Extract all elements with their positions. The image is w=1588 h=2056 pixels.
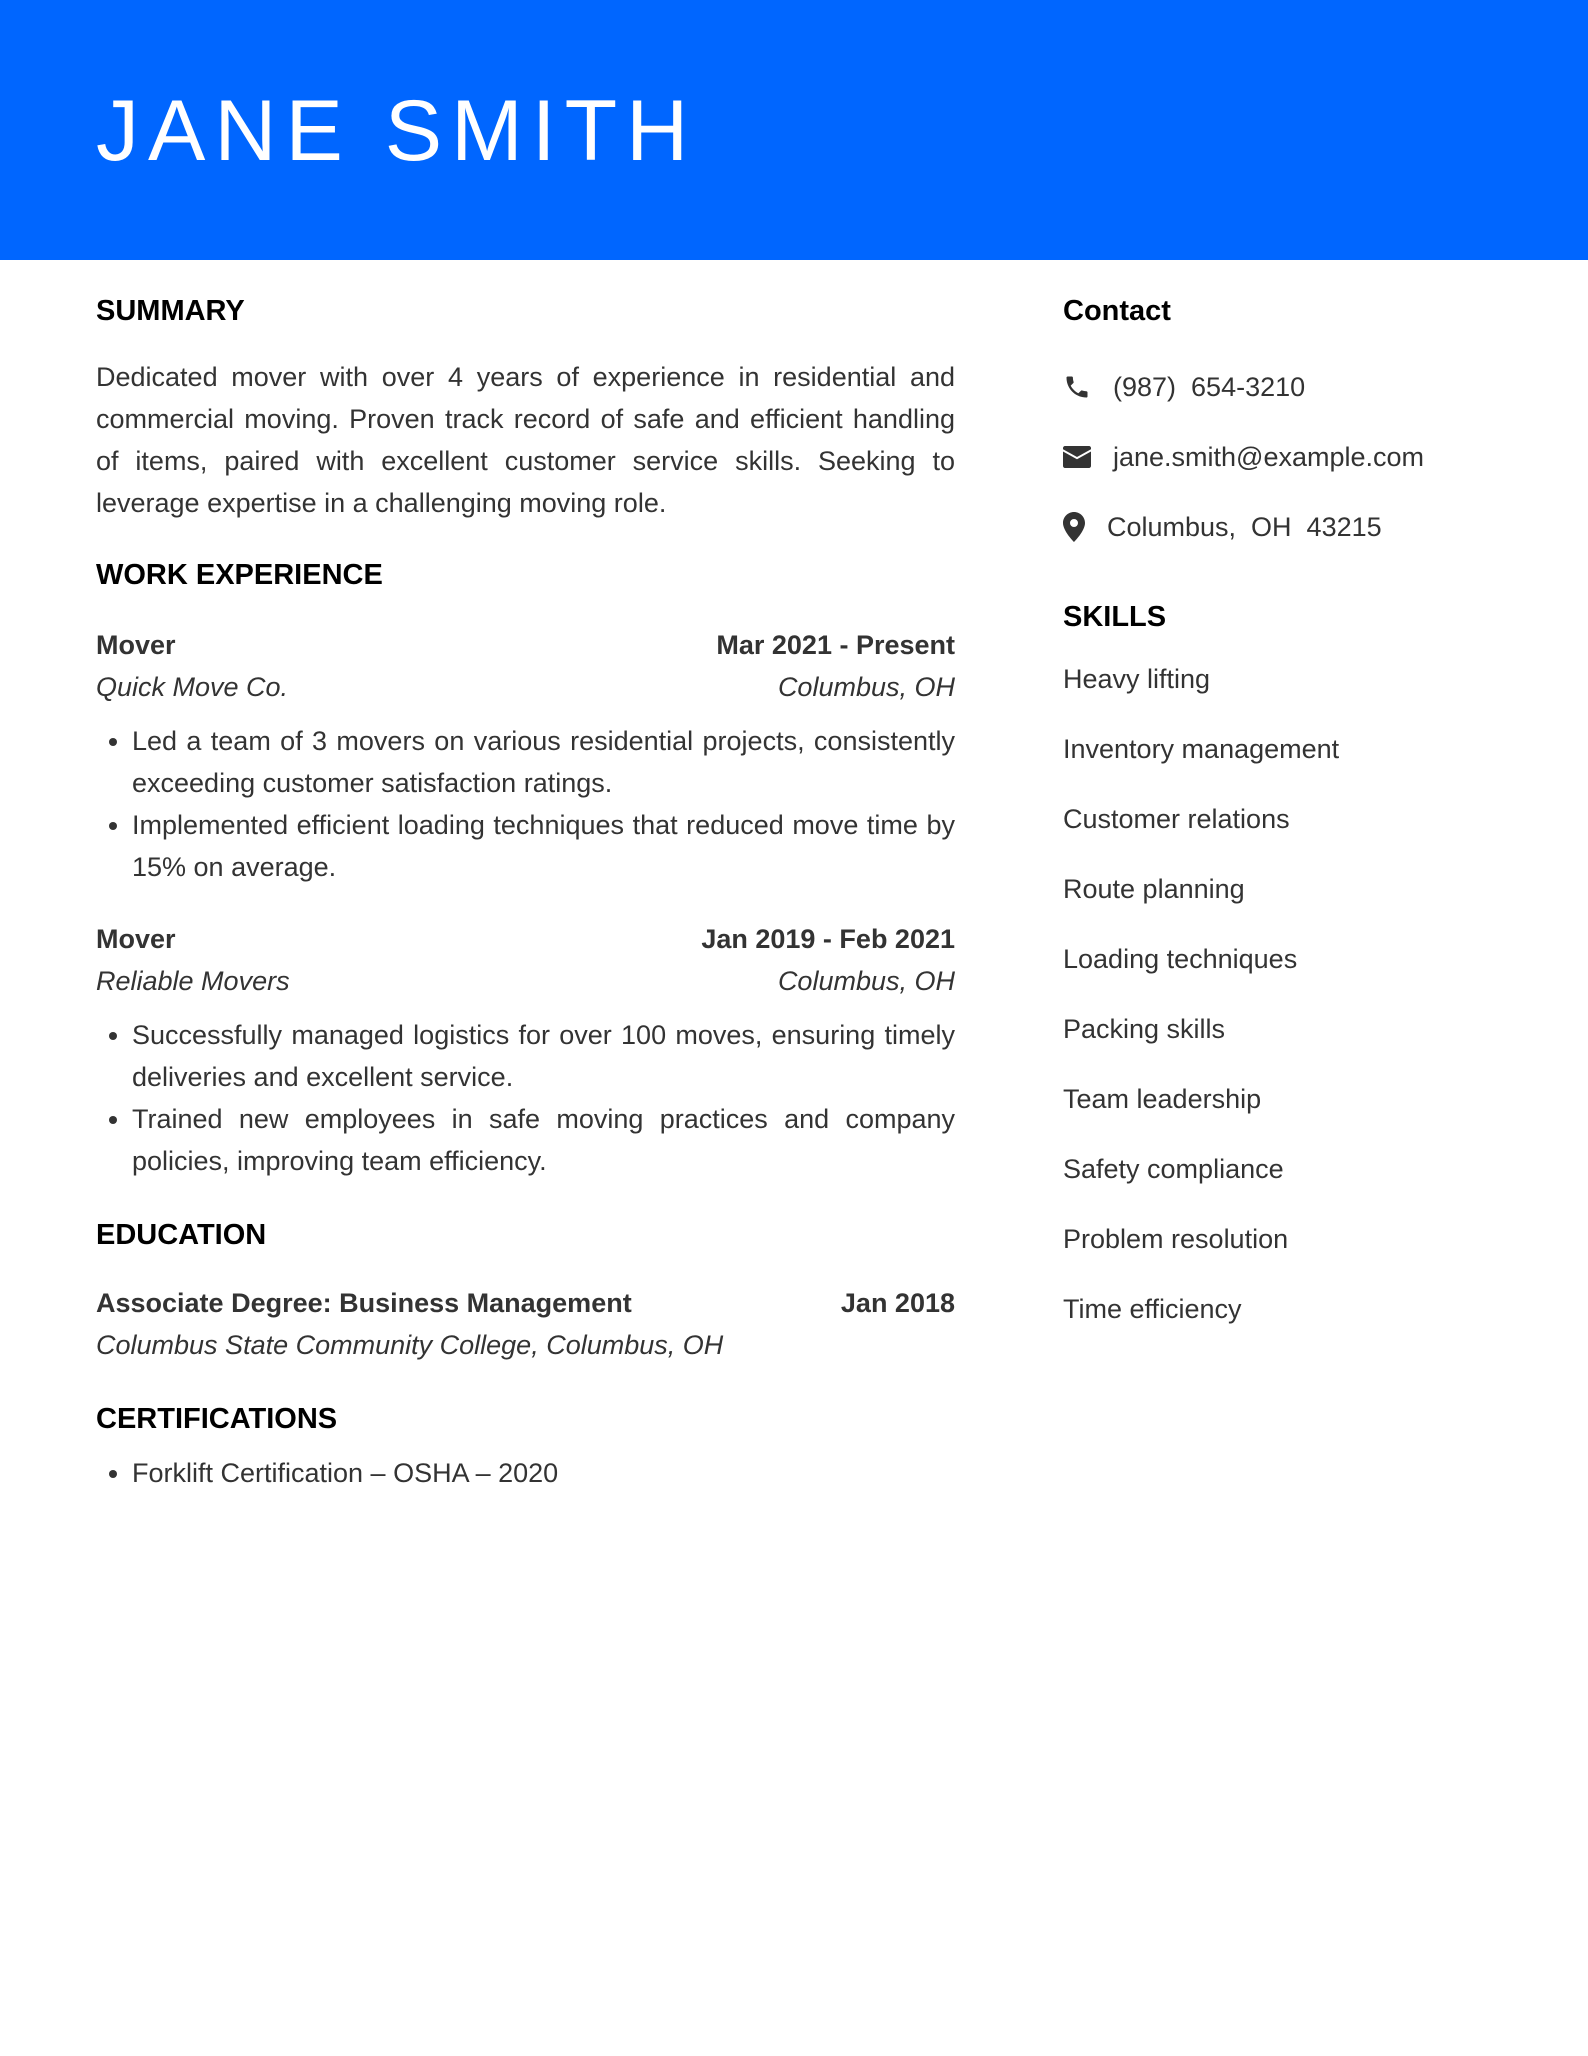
skill-item: Packing skills <box>1063 1014 1226 1044</box>
sidebar-column <box>1063 290 1503 1358</box>
summary-section <box>96 290 955 524</box>
map-pin-icon <box>1063 512 1107 542</box>
job-bullet: • Led a team of 3 movers on various residential projects, consistently exceeding customer satisfaction ratings. <box>132 720 955 804</box>
envelope-icon <box>1063 446 1113 468</box>
certifications-section <box>96 1398 955 1494</box>
job-entry <box>96 624 955 888</box>
skill-item: Safety compliance <box>1063 1154 1284 1184</box>
certifications-list <box>96 1452 955 1494</box>
skill-item: Team leadership <box>1063 1084 1262 1114</box>
job-title-row <box>96 624 955 666</box>
contact-email <box>1063 436 1503 478</box>
education-degree: Associate Degree: Business Management <box>96 1288 632 1318</box>
education-school-row <box>96 1324 955 1366</box>
education-date: Jan 2018 <box>840 1288 955 1318</box>
skill-item: Inventory management <box>1063 734 1340 764</box>
education-heading: EDUCATION <box>96 1219 267 1251</box>
contact-heading: Contact <box>1063 295 1171 327</box>
summary-text: Dedicated mover with over 4 years of experience in residential and commercial moving. Proven track record of safe and efficient handling of items, paired with excellent customer service skills. Seeking to leverage expertise in a challenging moving role. <box>96 362 955 518</box>
job-bullet: • Implemented efficient loading techniques that reduced move time by 15% on average. <box>132 804 955 888</box>
phone-icon <box>1063 373 1113 401</box>
education-degree-row <box>96 1282 955 1324</box>
skill-item: Customer relations <box>1063 804 1290 834</box>
contact-location <box>1063 506 1503 548</box>
job-company: Quick Move Co. <box>96 672 289 702</box>
main-column <box>96 290 955 1494</box>
work-experience-heading: WORK EXPERIENCE <box>96 559 383 591</box>
skills-heading: SKILLS <box>1063 601 1167 633</box>
job-role: Mover <box>96 924 176 954</box>
job-role: Mover <box>96 630 176 660</box>
header-banner <box>0 0 1588 260</box>
contact-location-text: Columbus, OH 43215 <box>1107 512 1382 542</box>
job-bullets <box>96 720 955 888</box>
work-experience-section <box>96 554 955 1182</box>
job-bullet: • Trained new employees in safe moving practices and company policies, improving team efficiency. <box>132 1098 955 1182</box>
education-section <box>96 1214 955 1366</box>
skill-item: Time efficiency <box>1063 1294 1242 1324</box>
skill-item: Route planning <box>1063 874 1245 904</box>
summary-heading: SUMMARY <box>96 295 245 327</box>
job-entry <box>96 918 955 1182</box>
certification-item: • Forklift Certification – OSHA – 2020 <box>132 1452 955 1494</box>
job-company-row <box>96 666 955 708</box>
job-location: Columbus, OH <box>777 966 955 996</box>
job-company: Reliable Movers <box>96 966 290 996</box>
skill-item: Heavy lifting <box>1063 664 1211 694</box>
skills-list <box>1063 658 1503 1330</box>
contact-phone <box>1063 366 1503 408</box>
candidate-name: JANE SMITH <box>96 83 698 179</box>
education-school: Columbus State Community College, Columbus, OH <box>96 1330 724 1360</box>
job-dates: Mar 2021 - Present <box>716 630 955 660</box>
job-bullet: • Successfully managed logistics for over 100 moves, ensuring timely deliveries and excellent service. <box>132 1014 955 1098</box>
job-dates: Jan 2019 - Feb 2021 <box>701 924 955 954</box>
contact-email-text: jane.smith@example.com <box>1113 442 1425 472</box>
job-company-row <box>96 960 955 1002</box>
contact-list <box>1063 366 1503 548</box>
job-title-row <box>96 918 955 960</box>
skill-item: Problem resolution <box>1063 1224 1289 1254</box>
job-location: Columbus, OH <box>777 672 955 702</box>
contact-phone-text: (987) 654-3210 <box>1113 372 1306 402</box>
certifications-heading: CERTIFICATIONS <box>96 1403 338 1435</box>
job-bullets <box>96 1014 955 1182</box>
education-entry <box>96 1282 955 1366</box>
skill-item: Loading techniques <box>1063 944 1298 974</box>
